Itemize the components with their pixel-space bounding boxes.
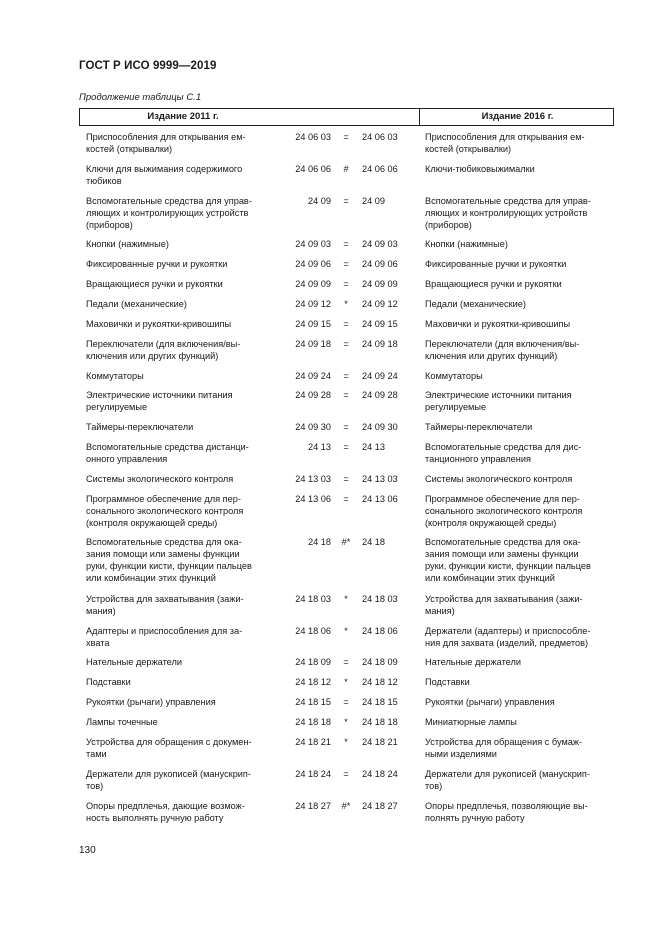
new-code: 24 09 03 xyxy=(362,239,398,249)
relation-sign: = xyxy=(343,239,349,249)
old-name: Переключатели (для включения/вы- ключения или других функций) xyxy=(86,339,241,361)
new-name: Рукоятки (рычаги) управления xyxy=(425,697,555,707)
old-name: Педали (механические) xyxy=(86,299,187,309)
new-code: 24 18 09 xyxy=(362,657,398,667)
old-code: 24 18 xyxy=(308,537,331,547)
old-code: 24 09 03 xyxy=(295,239,331,249)
old-name: Лампы точечные xyxy=(86,717,158,727)
new-code: 24 09 28 xyxy=(362,390,398,400)
new-code: 24 06 06 xyxy=(362,164,398,174)
new-code: 24 18 18 xyxy=(362,717,398,727)
old-code: 24 06 06 xyxy=(295,164,331,174)
old-code: 24 13 03 xyxy=(295,474,331,484)
old-code: 24 09 12 xyxy=(295,299,331,309)
new-name: Педали (механические) xyxy=(425,299,526,309)
column-header-2011: Издание 2011 г. xyxy=(147,111,219,122)
new-code: 24 09 06 xyxy=(362,259,398,269)
old-code: 24 18 03 xyxy=(295,594,331,604)
old-code: 24 18 12 xyxy=(295,677,331,687)
table-caption: Продолжение таблицы С.1 xyxy=(79,92,202,103)
old-name: Приспособления для открывания ем- костей (открывалки) xyxy=(86,132,246,154)
old-name: Устройства для обращения с докумен- тами xyxy=(86,737,252,759)
old-name: Опоры предплечья, дающие возмож- ность выполнять ручную работу xyxy=(86,801,245,823)
relation-sign: = xyxy=(343,390,349,400)
old-name: Ключи для выжимания содержимого тюбиков xyxy=(86,164,243,186)
old-name: Устройства для захватывания (зажи- мания) xyxy=(86,594,244,616)
relation-sign: = xyxy=(343,494,349,504)
old-code: 24 09 24 xyxy=(295,371,331,381)
old-name: Подставки xyxy=(86,677,131,687)
new-code: 24 09 18 xyxy=(362,339,398,349)
new-code: 24 18 12 xyxy=(362,677,398,687)
new-name: Системы экологического контроля xyxy=(425,474,573,484)
new-name: Электрические источники питания регулируемые xyxy=(425,390,572,412)
old-code: 24 13 06 xyxy=(295,494,331,504)
relation-sign: = xyxy=(343,279,349,289)
new-name: Держатели для рукописей (манускрип- тов) xyxy=(425,769,590,791)
new-code: 24 09 xyxy=(362,196,385,206)
old-code: 24 09 06 xyxy=(295,259,331,269)
new-name: Подставки xyxy=(425,677,470,687)
old-name: Маховички и рукоятки-кривошипы xyxy=(86,319,232,329)
relation-sign: = xyxy=(343,422,349,432)
relation-sign: = xyxy=(343,474,349,484)
new-name: Кнопки (нажимные) xyxy=(425,239,508,249)
new-name: Коммутаторы xyxy=(425,371,483,381)
old-name: Адаптеры и приспособления для за- хвата xyxy=(86,626,243,648)
page-number: 130 xyxy=(79,845,96,856)
new-name: Программное обеспечение для пер- сонального экологического контроля (контроля окружающей среды) xyxy=(425,494,583,528)
old-name: Вспомогательные средства для ока- зания помощи или замены функции руки, функции кисти, функции пальцев или комбинации этих функций xyxy=(86,537,252,583)
relation-sign: * xyxy=(344,717,348,727)
document-header: ГОСТ Р ИСО 9999—2019 xyxy=(79,60,217,72)
relation-sign: = xyxy=(343,371,349,381)
old-code: 24 09 30 xyxy=(295,422,331,432)
old-code: 24 09 09 xyxy=(295,279,331,289)
old-name: Электрические источники питания регулируемые xyxy=(86,390,233,412)
relation-sign: * xyxy=(344,594,348,604)
relation-sign: * xyxy=(344,677,348,687)
new-name: Ключи-тюбиковыжималки xyxy=(425,164,535,174)
new-code: 24 09 12 xyxy=(362,299,398,309)
column-header-2016: Издание 2016 г. xyxy=(481,111,554,122)
old-name: Коммутаторы xyxy=(86,371,144,381)
relation-sign: = xyxy=(343,339,349,349)
old-code: 24 18 18 xyxy=(295,717,331,727)
old-code: 24 09 15 xyxy=(295,319,331,329)
new-code: 24 18 03 xyxy=(362,594,398,604)
new-name: Вспомогательные средства для ока- зания помощи или замены функции руки, функции кисти, функции пальцев или комбинации этих функций xyxy=(425,537,591,583)
old-name: Вращающиеся ручки и рукоятки xyxy=(86,279,223,289)
new-name: Фиксированные ручки и рукоятки xyxy=(425,259,567,269)
old-name: Кнопки (нажимные) xyxy=(86,239,169,249)
new-code: 24 09 24 xyxy=(362,371,398,381)
old-code: 24 18 27 xyxy=(295,801,331,811)
new-name: Устройства для захватывания (зажи- мания) xyxy=(425,594,583,616)
relation-sign: * xyxy=(344,737,348,747)
relation-sign: * xyxy=(344,299,348,309)
old-name: Держатели для рукописей (манускрип- тов) xyxy=(86,769,251,791)
old-code: 24 09 18 xyxy=(295,339,331,349)
relation-sign: = xyxy=(343,132,349,142)
old-code: 24 18 06 xyxy=(295,626,331,636)
old-name: Вспомогательные средства дистанци- онного управления xyxy=(86,442,249,464)
new-code: 24 18 21 xyxy=(362,737,398,747)
new-code: 24 09 09 xyxy=(362,279,398,289)
new-name: Держатели (адаптеры) и приспособле- ния для захвата (изделий, предметов) xyxy=(425,626,591,648)
new-name: Приспособления для открывания ем- костей (открывалки) xyxy=(425,132,585,154)
new-name: Переключатели (для включения/вы- ключения или других функций) xyxy=(425,339,580,361)
new-name: Устройства для обращения с бумаж- ными изделиями xyxy=(425,737,583,759)
new-code: 24 13 06 xyxy=(362,494,398,504)
old-code: 24 18 21 xyxy=(295,737,331,747)
new-code: 24 18 xyxy=(362,537,385,547)
relation-sign: = xyxy=(343,196,349,206)
new-name: Нательные держатели xyxy=(425,657,521,667)
new-name: Вспомогательные средства для управ- ляющих и контролирующих устройств (приборов) xyxy=(425,196,591,230)
new-code: 24 18 27 xyxy=(362,801,398,811)
new-code: 24 06 03 xyxy=(362,132,398,142)
new-code: 24 18 15 xyxy=(362,697,398,707)
new-name: Маховички и рукоятки-кривошипы xyxy=(425,319,571,329)
old-code: 24 18 09 xyxy=(295,657,331,667)
new-code: 24 18 06 xyxy=(362,626,398,636)
new-name: Вспомогательные средства для дис- танционного управления xyxy=(425,442,582,464)
relation-sign: = xyxy=(343,697,349,707)
old-code: 24 18 24 xyxy=(295,769,331,779)
new-code: 24 09 30 xyxy=(362,422,398,432)
relation-sign: #* xyxy=(341,537,351,547)
new-code: 24 09 15 xyxy=(362,319,398,329)
old-code: 24 09 xyxy=(308,196,331,206)
relation-sign: = xyxy=(343,259,349,269)
new-name: Опоры предплечья, позволяющие вы- полнять ручную работу xyxy=(425,801,588,823)
old-name: Рукоятки (рычаги) управления xyxy=(86,697,216,707)
old-name: Программное обеспечение для пер- сонального экологического контроля (контроля окружающей среды) xyxy=(86,494,244,528)
relation-sign: = xyxy=(343,319,349,329)
relation-sign: * xyxy=(344,626,348,636)
old-code: 24 13 xyxy=(308,442,331,452)
relation-sign: # xyxy=(343,164,349,174)
old-name: Вспомогательные средства для управ- ляющих и контролирующих устройств (приборов) xyxy=(86,196,252,230)
relation-sign: = xyxy=(343,442,349,452)
old-name: Нательные держатели xyxy=(86,657,182,667)
new-code: 24 13 03 xyxy=(362,474,398,484)
new-name: Миниатюрные лампы xyxy=(425,717,517,727)
new-name: Вращающиеся ручки и рукоятки xyxy=(425,279,562,289)
new-code: 24 18 24 xyxy=(362,769,398,779)
new-code: 24 13 xyxy=(362,442,385,452)
relation-sign: = xyxy=(343,769,349,779)
relation-sign: #* xyxy=(341,801,351,811)
new-name: Таймеры-переключатели xyxy=(425,422,533,432)
old-code: 24 09 28 xyxy=(295,390,331,400)
old-name: Системы экологического контроля xyxy=(86,474,234,484)
old-code: 24 06 03 xyxy=(295,132,331,142)
old-code: 24 18 15 xyxy=(295,697,331,707)
relation-sign: = xyxy=(343,657,349,667)
old-name: Таймеры-переключатели xyxy=(86,422,194,432)
old-name: Фиксированные ручки и рукоятки xyxy=(86,259,228,269)
